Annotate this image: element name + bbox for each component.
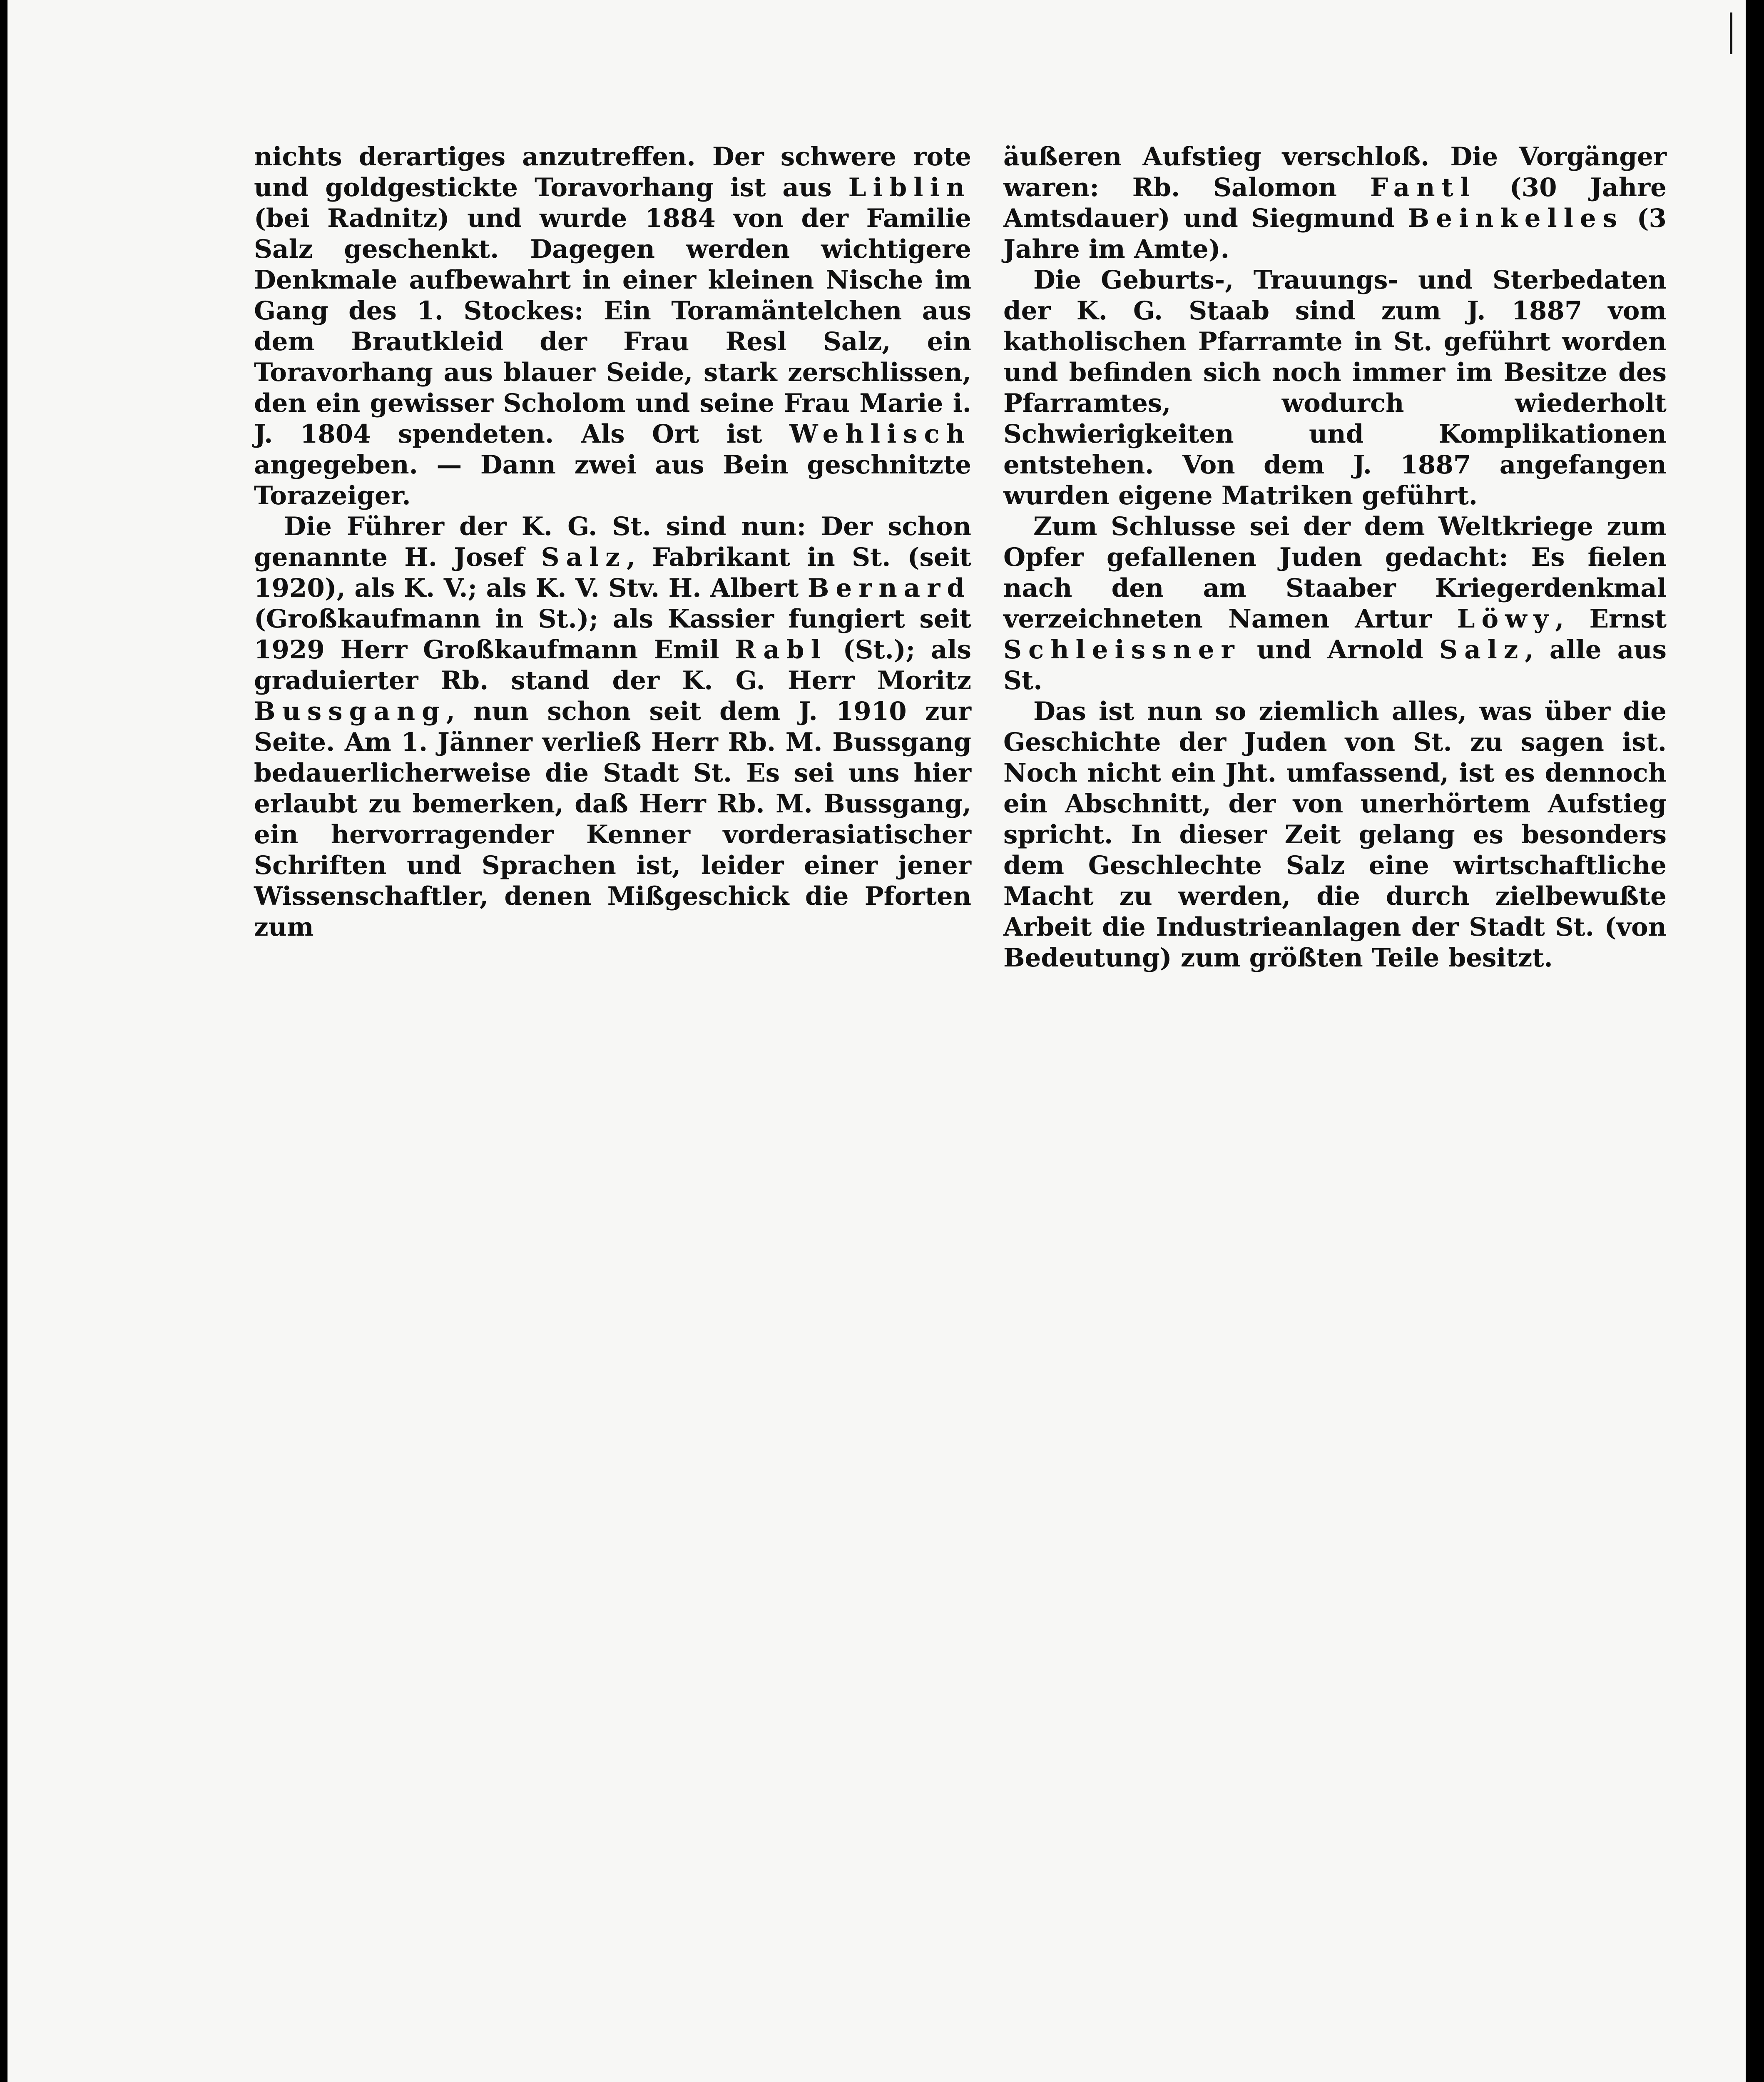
- spaced-person-name: Salz: [541, 543, 627, 572]
- spaced-person-name: Schleissner: [1003, 635, 1241, 665]
- paragraph-conclusion: Das ist nun so ziemlich alles, was über die Geschichte der Juden von St. zu sagen ist. Noch nicht ein Jht. umfassend, ist es dennoch ein Abschnitt, der von unerhörtem Aufstieg spricht. In dieser Zeit gelang es besonders dem Geschlechte Salz eine wirtschaftliche Macht zu werden, die durch zielbewußte Arbeit die Industrieanlagen der Stadt St. (von Bedeutung) zum größten Teile besitzt.: [1003, 697, 1667, 973]
- right-text-column: [1003, 142, 1667, 974]
- spaced-place-name: Wehlisch: [789, 419, 971, 449]
- paragraph-predecessors: äußeren Aufstieg verschloß. Die Vorgänger waren: Rb. Salomon Fantl (30 Jahre Amtsdauer) und Siegmund Beinkelles (3 Jahre im Amte).: [1003, 142, 1667, 264]
- document-page: [7, 0, 1746, 2082]
- paragraph-war-fallen: Zum Schlusse sei der dem Weltkriege zum Opfer gefallenen Juden gedacht: Es fielen nach den am Staaber Kriegerdenkmal verzeichneten Namen Artur Löwy, Ernst Schleissner und Arnold Salz, alle aus St.: [1003, 512, 1667, 695]
- spaced-person-name: Bussgang: [254, 697, 446, 726]
- spaced-person-name: Bernard: [807, 573, 971, 603]
- spaced-person-name: Salz: [1439, 635, 1525, 665]
- spaced-person-name: Beinkelles: [1408, 204, 1624, 233]
- spaced-person-name: Fantl: [1370, 173, 1476, 202]
- scan-edge-mark: [1730, 12, 1732, 54]
- paragraph-torah-curtain: nichts derartiges anzutreffen. Der schwere rote und goldgestickte Toravorhang ist aus Liblin (bei Radnitz) und wurde 1884 von der Familie Salz geschenkt. Dagegen werden wichtigere Denkmale aufbewahrt in einer kleinen Nische im Gang des 1. Stockes: Ein Toramäntelchen aus dem Brautkleid der Frau Resl Salz, ein Toravorhang aus blauer Seide, stark zerschlissen, den ein gewisser Scholom und seine Frau Marie i. J. 1804 spendeten. Als Ort ist Wehlisch angegeben. — Dann zwei aus Bein geschnitzte Torazeiger.: [254, 142, 971, 511]
- paragraph-community-leaders: Die Führer der K. G. St. sind nun: Der schon genannte H. Josef Salz, Fabrikant in St. (seit 1920), als K. V.; als K. V. Stv. H. Albert Bernard (Großkaufmann in St.); als Kassier fungiert seit 1929 Herr Großkaufmann Emil Rabl (St.); als graduierter Rb. stand der K. G. Herr Moritz Bussgang, nun schon seit dem J. 1910 zur Seite. Am 1. Jänner verließ Herr Rb. M. Bussgang bedauerlicherweise die Stadt St. Es sei uns hier erlaubt zu bemerken, daß Herr Rb. M. Bussgang, ein hervorragender Kenner vorderasiatischer Schriften und Sprachen ist, leider einer jener Wissenschaftler, denen Mißgeschick die Pforten zum: [254, 512, 971, 942]
- paragraph-registers: Die Geburts-, Trauungs- und Sterbedaten der K. G. Staab sind zum J. 1887 vom katholischen Pfarramte in St. geführt worden und befinden sich noch immer im Besitze des Pfarramtes, wodurch wiederholt Schwierigkeiten und Komplikationen entstehen. Von dem J. 1887 angefangen wurden eigene Matriken geführt.: [1003, 265, 1667, 511]
- spaced-person-name: Rabl: [735, 635, 827, 665]
- spaced-person-name: Löwy: [1457, 604, 1555, 634]
- left-text-column: [254, 142, 971, 943]
- spaced-place-name: Liblin: [848, 173, 971, 202]
